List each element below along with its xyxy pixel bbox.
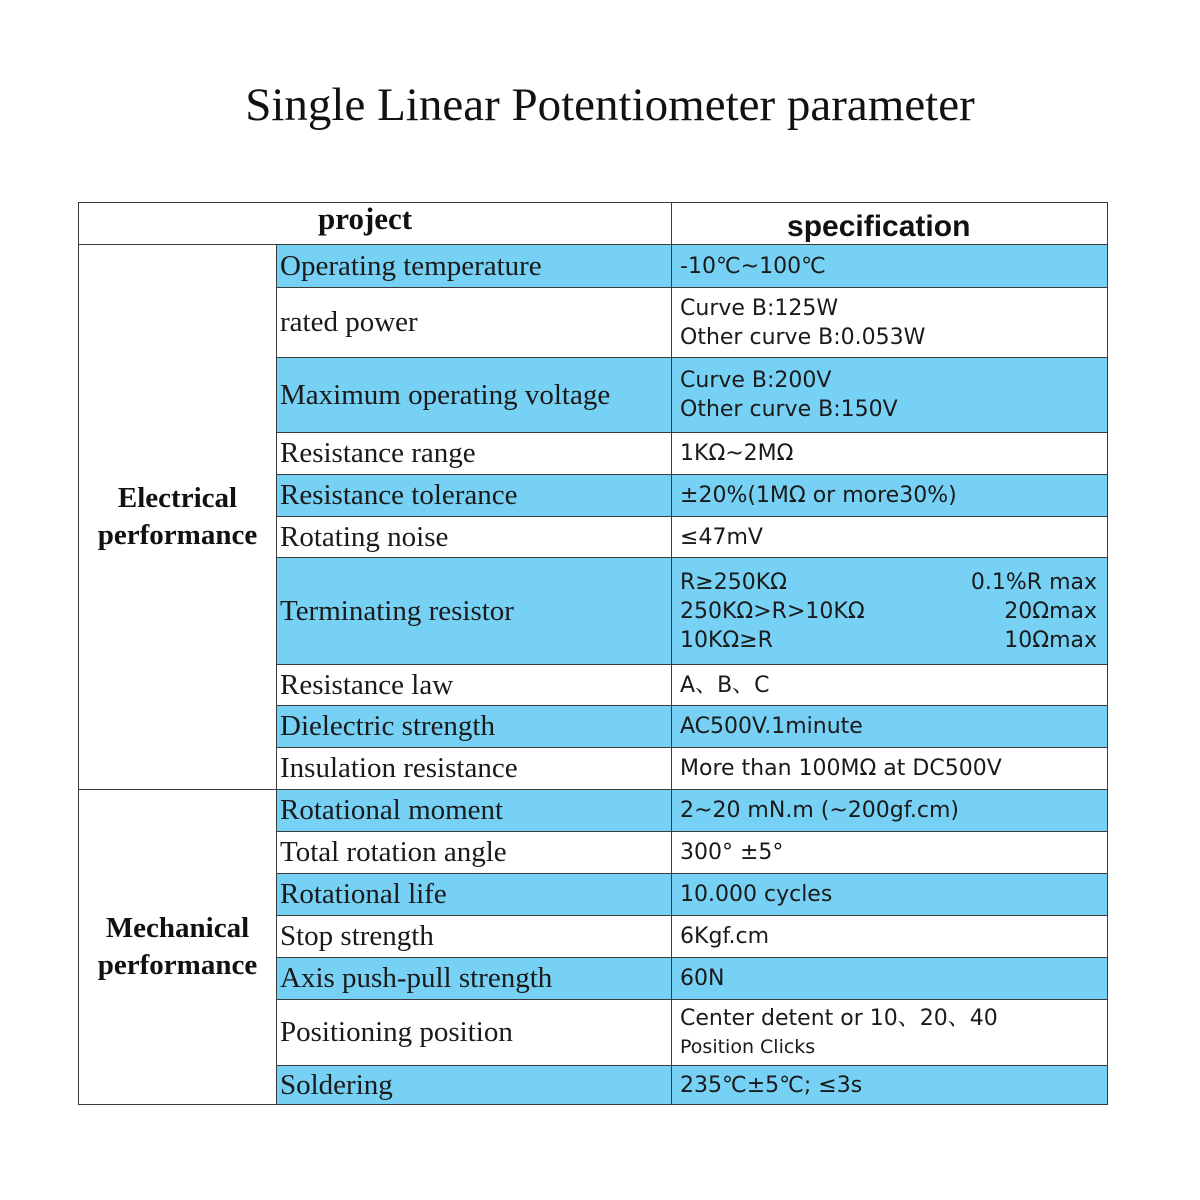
- terminating-resistor-line: [680, 568, 1107, 597]
- row-label: Rotating noise: [277, 517, 672, 558]
- row-value: A、B、C: [672, 665, 1108, 706]
- row-value: 1KΩ~2MΩ: [672, 433, 1108, 475]
- row-value: 235℃±5℃; ≤3s: [672, 1066, 1108, 1105]
- group-label-line: performance: [97, 949, 258, 981]
- group-mechanical-performance: [79, 790, 277, 1105]
- row-value: ≤47mV: [672, 517, 1108, 558]
- value-line: Center detent or 10、20、40: [680, 1005, 998, 1031]
- table-row: [79, 245, 1108, 288]
- row-value: [672, 558, 1108, 665]
- row-value: More than 100MΩ at DC500V: [672, 748, 1108, 790]
- value-line: Curve B:125W: [680, 295, 839, 321]
- row-label: Soldering: [277, 1066, 672, 1105]
- row-value: [672, 288, 1108, 358]
- row-label: Terminating resistor: [277, 558, 672, 665]
- value-line: Other curve B:150V: [680, 397, 898, 422]
- value-line: Position Clicks: [680, 1035, 816, 1058]
- group-electrical-performance: [79, 245, 277, 790]
- row-label: Positioning position: [277, 1000, 672, 1066]
- row-value: [672, 1000, 1108, 1066]
- row-label: Resistance law: [277, 665, 672, 706]
- row-label: Rotational life: [277, 874, 672, 916]
- row-label: Rotational moment: [277, 790, 672, 832]
- row-label: Resistance range: [277, 433, 672, 475]
- group-label-line: Electrical: [117, 482, 238, 514]
- row-label: rated power: [277, 288, 672, 358]
- row-value: [672, 358, 1108, 433]
- row-label: Operating temperature: [277, 245, 672, 288]
- row-value: 6Kgf.cm: [672, 916, 1108, 958]
- condition: 250KΩ>R>10KΩ: [680, 598, 865, 624]
- row-label: Axis push-pull strength: [277, 958, 672, 1000]
- row-label: Total rotation angle: [277, 832, 672, 874]
- page-title: Single Linear Potentiometer parameter: [245, 79, 975, 131]
- table-header-row: [79, 203, 1108, 245]
- row-value: ±20%(1MΩ or more30%): [672, 475, 1108, 517]
- row-value: 60N: [672, 958, 1108, 1000]
- row-label: Insulation resistance: [277, 748, 672, 790]
- row-value: 300° ±5°: [672, 832, 1108, 874]
- table-row: [79, 790, 1108, 832]
- limit: 0.1%R max: [970, 569, 1098, 595]
- spec-table: [78, 202, 1108, 1105]
- group-label-line: Mechanical: [105, 912, 250, 944]
- row-value: -10℃~100℃: [672, 245, 1108, 288]
- row-value: 2~20 mN.m (~200gf.cm): [672, 790, 1108, 832]
- row-label: Maximum operating voltage: [277, 358, 672, 433]
- row-label: Stop strength: [277, 916, 672, 958]
- row-value: AC500V.1minute: [672, 706, 1108, 748]
- value-line: Curve B:200V: [680, 368, 832, 393]
- row-label: Dielectric strength: [277, 706, 672, 748]
- terminating-resistor-line: [680, 597, 1107, 626]
- value-line: Other curve B:0.053W: [680, 324, 926, 350]
- terminating-resistor-line: [680, 626, 1107, 655]
- row-label: Resistance tolerance: [277, 475, 672, 517]
- condition: 10KΩ≥R: [680, 627, 773, 653]
- group-label-line: performance: [97, 519, 258, 551]
- limit: 10Ωmax: [1004, 627, 1098, 653]
- row-value: 10.000 cycles: [672, 874, 1108, 916]
- header-specification: specification: [672, 203, 1108, 245]
- header-project: project: [79, 203, 672, 245]
- condition: R≥250KΩ: [680, 569, 787, 595]
- limit: 20Ωmax: [1004, 598, 1098, 624]
